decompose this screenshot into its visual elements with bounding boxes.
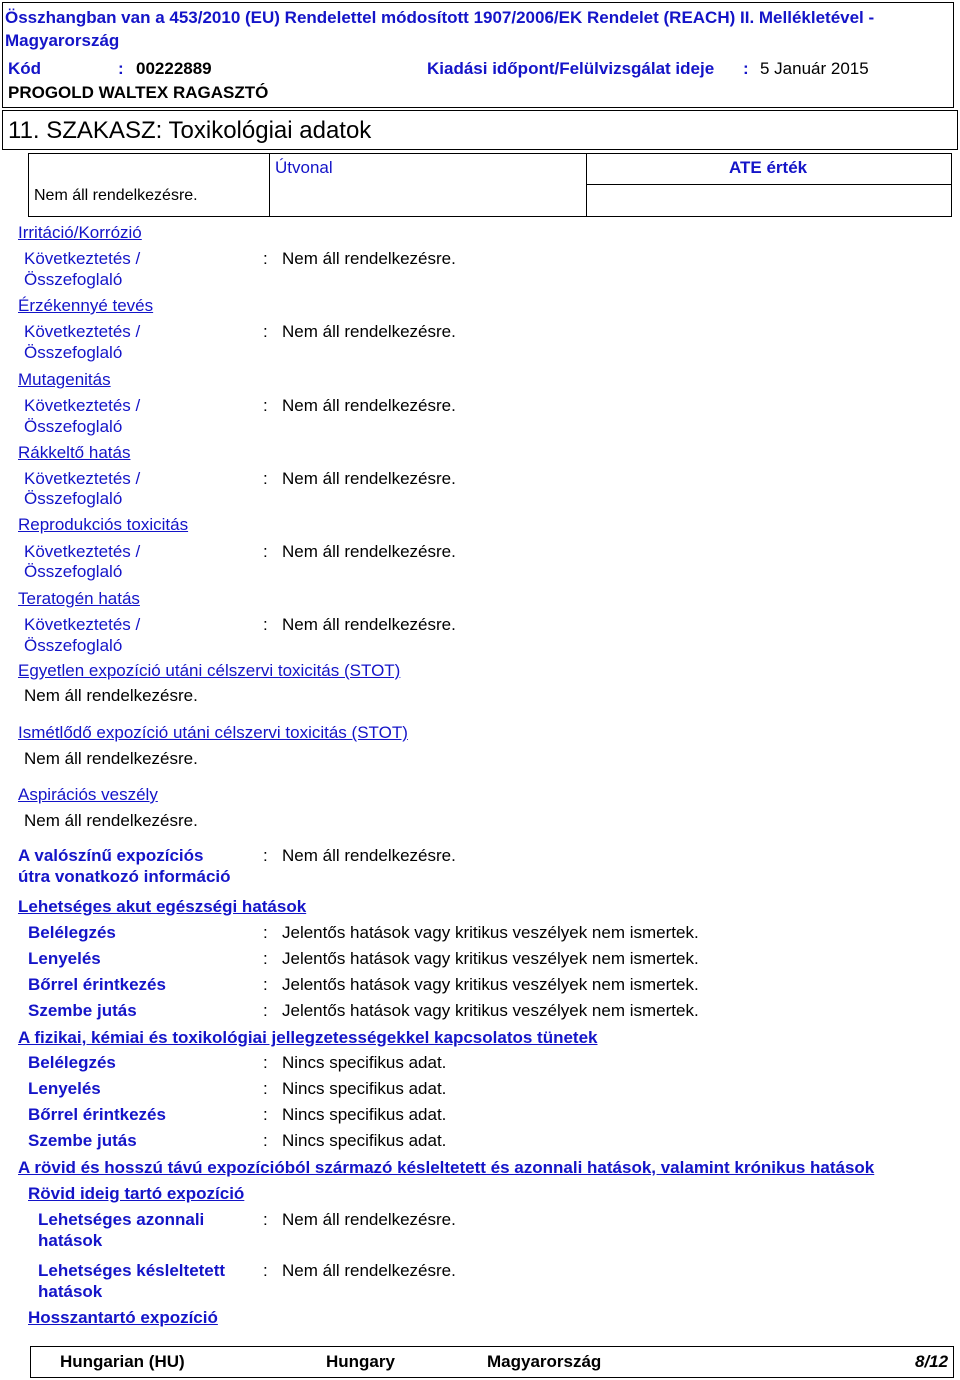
stot-repeated-heading: Ismétlődő expozíció utáni célszervi toxicitás (STOT) xyxy=(18,723,408,742)
exposure-routes-label: útra vonatkozó információ xyxy=(18,867,231,886)
acute-eye-contact-label: Szembe jutás xyxy=(28,1001,137,1020)
value-colon: : xyxy=(263,949,268,968)
conclusion-label: Összefoglaló xyxy=(24,270,123,289)
acute-ingestion-label: Lenyelés xyxy=(28,949,101,968)
stot-repeated-value: Nem áll rendelkezésre. xyxy=(24,749,198,768)
symptoms-eye-contact-value: Nincs specifikus adat. xyxy=(282,1131,447,1150)
value-colon: : xyxy=(263,1001,268,1020)
delayed-effects-value: Nem áll rendelkezésre. xyxy=(282,1261,456,1280)
long-term-exposure-heading: Hosszantartó expozíció xyxy=(28,1308,218,1327)
teratogenicity-value: Nem áll rendelkezésre. xyxy=(282,615,456,634)
value-colon: : xyxy=(263,1131,268,1150)
exposure-routes-label: A valószínű expozíciós xyxy=(18,846,204,865)
value-colon: : xyxy=(263,923,268,942)
acute-effects-heading: Lehetséges akut egészségi hatások xyxy=(18,897,307,916)
ate-route-table xyxy=(28,153,952,217)
conclusion-label: Következtetés / xyxy=(24,396,141,415)
issue-date-colon: : xyxy=(743,59,749,78)
symptoms-ingestion-label: Lenyelés xyxy=(28,1079,101,1098)
acute-ingestion-value: Jelentős hatások vagy kritikus veszélyek nem ismertek. xyxy=(282,949,699,968)
conclusion-label: Következtetés / xyxy=(24,615,141,634)
product-name: PROGOLD WALTEX RAGASZTÓ xyxy=(8,83,269,102)
acute-inhalation-value: Jelentős hatások vagy kritikus veszélyek nem ismertek. xyxy=(282,923,699,942)
sensitisation-value: Nem áll rendelkezésre. xyxy=(282,322,456,341)
delayed-effects-heading: A rövid és hosszú távú expozícióból származó késleltetett és azonnali hatások, valamint krónikus hatások xyxy=(18,1158,875,1177)
table-divider xyxy=(269,154,270,216)
value-colon: : xyxy=(263,846,268,865)
symptoms-eye-contact-label: Szembe jutás xyxy=(28,1131,137,1150)
ate-column-header: ATE érték xyxy=(729,158,808,177)
reproductive-toxicity-value: Nem áll rendelkezésre. xyxy=(282,542,456,561)
footer-country: Hungary xyxy=(326,1352,395,1371)
conclusion-label: Összefoglaló xyxy=(24,489,123,508)
table-divider xyxy=(586,154,587,216)
symptoms-skin-contact-value: Nincs specifikus adat. xyxy=(282,1105,447,1124)
mutagenicity-value: Nem áll rendelkezésre. xyxy=(282,396,456,415)
mutagenicity-heading: Mutagenitás xyxy=(18,370,111,389)
code-colon: : xyxy=(118,59,124,78)
conclusion-label: Következtetés / xyxy=(24,322,141,341)
regulation-title: Összhangban van a 453/2010 (EU) Rendelettel módosított 1907/2006/EK Rendelet (REACH) II. Mellékletével - Magyarország xyxy=(5,8,875,50)
table-divider xyxy=(586,184,952,185)
conclusion-label: Összefoglaló xyxy=(24,343,123,362)
conclusion-label: Következtetés / xyxy=(24,542,141,561)
value-colon: : xyxy=(263,469,268,488)
value-colon: : xyxy=(263,542,268,561)
issue-date-value: 5 Január 2015 xyxy=(760,59,869,78)
short-term-exposure-heading: Rövid ideig tartó expozíció xyxy=(28,1184,245,1203)
value-colon: : xyxy=(263,1105,268,1124)
value-colon: : xyxy=(263,1079,268,1098)
teratogenicity-heading: Teratogén hatás xyxy=(18,589,140,608)
section-title: 11. SZAKASZ: Toxikológiai adatok xyxy=(8,117,372,144)
irritation-heading: Irritáció/Korrózió xyxy=(18,223,142,242)
symptoms-skin-contact-label: Bőrrel érintkezés xyxy=(28,1105,166,1124)
issue-date-label: Kiadási időpont/Felülvizsgálat ideje xyxy=(427,59,715,78)
conclusion-label: Következtetés / xyxy=(24,469,141,488)
value-colon: : xyxy=(263,1053,268,1072)
conclusion-label: Összefoglaló xyxy=(24,417,123,436)
value-colon: : xyxy=(263,322,268,341)
symptoms-inhalation-label: Belélegzés xyxy=(28,1053,116,1072)
value-colon: : xyxy=(263,249,268,268)
immediate-effects-value: Nem áll rendelkezésre. xyxy=(282,1210,456,1229)
aspiration-value: Nem áll rendelkezésre. xyxy=(24,811,198,830)
value-colon: : xyxy=(263,396,268,415)
value-colon: : xyxy=(263,1210,268,1229)
acute-skin-contact-value: Jelentős hatások vagy kritikus veszélyek nem ismertek. xyxy=(282,975,699,994)
carcinogenicity-heading: Rákkeltő hatás xyxy=(18,443,131,462)
footer-language: Hungarian (HU) xyxy=(60,1352,185,1371)
code-label: Kód xyxy=(8,59,42,78)
value-colon: : xyxy=(263,975,268,994)
value-colon: : xyxy=(263,615,268,634)
conclusion-label: Összefoglaló xyxy=(24,636,123,655)
symptoms-inhalation-value: Nincs specifikus adat. xyxy=(282,1053,447,1072)
reproductive-toxicity-heading: Reprodukciós toxicitás xyxy=(18,515,189,534)
conclusion-label: Összefoglaló xyxy=(24,562,123,581)
stot-single-value: Nem áll rendelkezésre. xyxy=(24,686,198,705)
value-colon: : xyxy=(263,1261,268,1280)
exposure-routes-value: Nem áll rendelkezésre. xyxy=(282,846,456,865)
carcinogenicity-value: Nem áll rendelkezésre. xyxy=(282,469,456,488)
route-table-row-label: Nem áll rendelkezésre. xyxy=(34,187,198,204)
footer-country-native: Magyarország xyxy=(487,1352,602,1371)
acute-inhalation-label: Belélegzés xyxy=(28,923,116,942)
delayed-effects-label: hatások xyxy=(38,1282,103,1301)
aspiration-heading: Aspirációs veszély xyxy=(18,785,158,804)
immediate-effects-label: hatások xyxy=(38,1231,103,1250)
code-value: 00222889 xyxy=(136,59,212,78)
sensitisation-heading: Érzékennyé tevés xyxy=(18,296,154,315)
acute-eye-contact-value: Jelentős hatások vagy kritikus veszélyek nem ismertek. xyxy=(282,1001,699,1020)
immediate-effects-label: Lehetséges azonnali xyxy=(38,1210,205,1229)
delayed-effects-label: Lehetséges késleltetett xyxy=(38,1261,226,1280)
symptoms-ingestion-value: Nincs specifikus adat. xyxy=(282,1079,447,1098)
stot-single-heading: Egyetlen expozíció utáni célszervi toxicitás (STOT) xyxy=(18,661,401,680)
route-column-header: Útvonal xyxy=(275,158,333,177)
symptoms-heading: A fizikai, kémiai és toxikológiai jellegzetességekkel kapcsolatos tünetek xyxy=(18,1028,598,1047)
irritation-value: Nem áll rendelkezésre. xyxy=(282,249,456,268)
conclusion-label: Következtetés / xyxy=(24,249,141,268)
acute-skin-contact-label: Bőrrel érintkezés xyxy=(28,975,166,994)
footer-page-number: 8/12 xyxy=(915,1352,949,1371)
